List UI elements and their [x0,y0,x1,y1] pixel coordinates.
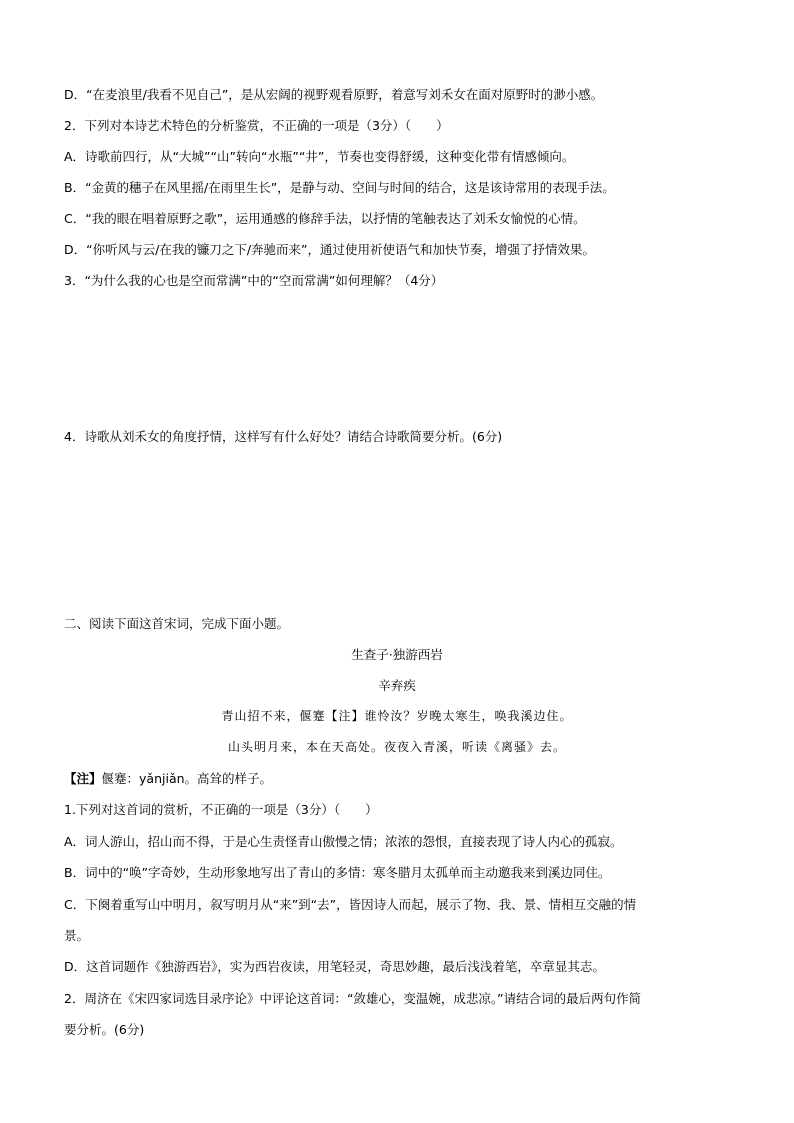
q2-stem: 2．下列对本诗艺术特色的分析鉴赏，不正确的一项是（3分）（ ） [64,118,449,133]
s2-q1-option-c-cont: 景。 [64,928,90,943]
poem-author: 辛弃疾 [378,678,416,693]
s2-q1-option-b: B．词中的“唤”字奇妙，生动形象地写出了青山的多情：寒冬腊月太孤单而主动邀我来到溪边同住。 [64,865,611,880]
q2-option-d: D．“你听风与云/在我的镰刀之下/奔驰而来”，通过使用祈使语气和加快节奏，增强了抒情效果。 [64,242,596,257]
s2-q2-stem: 2．周济在《宋四家词选目录序论》中评论这首词：“敛雄心，变温婉，成悲凉。”请结合词的最后两句作简 [64,991,642,1006]
s2-q1-option-d: D．这首词题作《独游西岩》，实为西岩夜读，用笔轻灵，奇思妙趣，最后浅浅着笔，卒章显其志。 [64,959,605,974]
q4-stem: 4．诗歌从刘禾女的角度抒情，这样写有什么好处？请结合诗歌简要分析。(6分) [64,429,503,444]
q2-option-b: B．“金黄的穗子在风里摇/在雨里生长”，是静与动、空间与时间的结合，这是该诗常用的表现手法。 [64,180,615,195]
q1-option-d: D．“在麦浪里/我看不见自己”，是从宏阔的视野观看原野，着意写刘禾女在面对原野时的渺小感。 [64,87,604,102]
poem-line-2: 山头明月来，本在天高处。夜夜入青溪，听读《离骚》去。 [227,740,566,754]
s2-q1-option-c: C．下阕着重写山中明月，叙写明月从“来”到“去”，皆因诗人而起，展示了物、我、景、情相互交融的情 [64,897,637,912]
poem-line-1: 青山招不来，偃蹇【注】谁怜汝？岁晚太寒生，唤我溪边住。 [221,709,573,723]
note-text: 偃蹇：yǎnjiǎn。高耸的样子。 [101,771,273,786]
q3-stem: 3．“为什么我的心也是空而常满”中的“空而常满”如何理解？（4分） [64,273,444,288]
section2-heading: 二、阅读下面这首宋词，完成下面小题。 [64,616,290,631]
s2-q2-stem-cont: 要分析。(6分) [64,1022,145,1037]
q2-option-c: C．“我的眼在唱着原野之歌”，运用通感的修辞手法，以抒情的笔触表达了刘禾女愉悦的心情。 [64,211,586,226]
s2-q1-stem: 1.下列对这首词的赏析，不正确的一项是（3分）（ ） [64,802,378,817]
s2-q1-option-a: A．词人游山，招山而不得，于是心生责怪青山傲慢之情；浓浓的怨恨，直接表现了诗人内心的孤寂。 [64,834,623,849]
q2-option-a: A．诗歌前四行，从“大城”“山”转向“水瓶”“井”，节奏也变得舒缓，这种变化带有情感倾向。 [64,149,575,164]
note-label: 【注】 [64,771,102,786]
note [64,770,734,788]
poem-title: 生查子·独游西岩 [351,647,443,662]
